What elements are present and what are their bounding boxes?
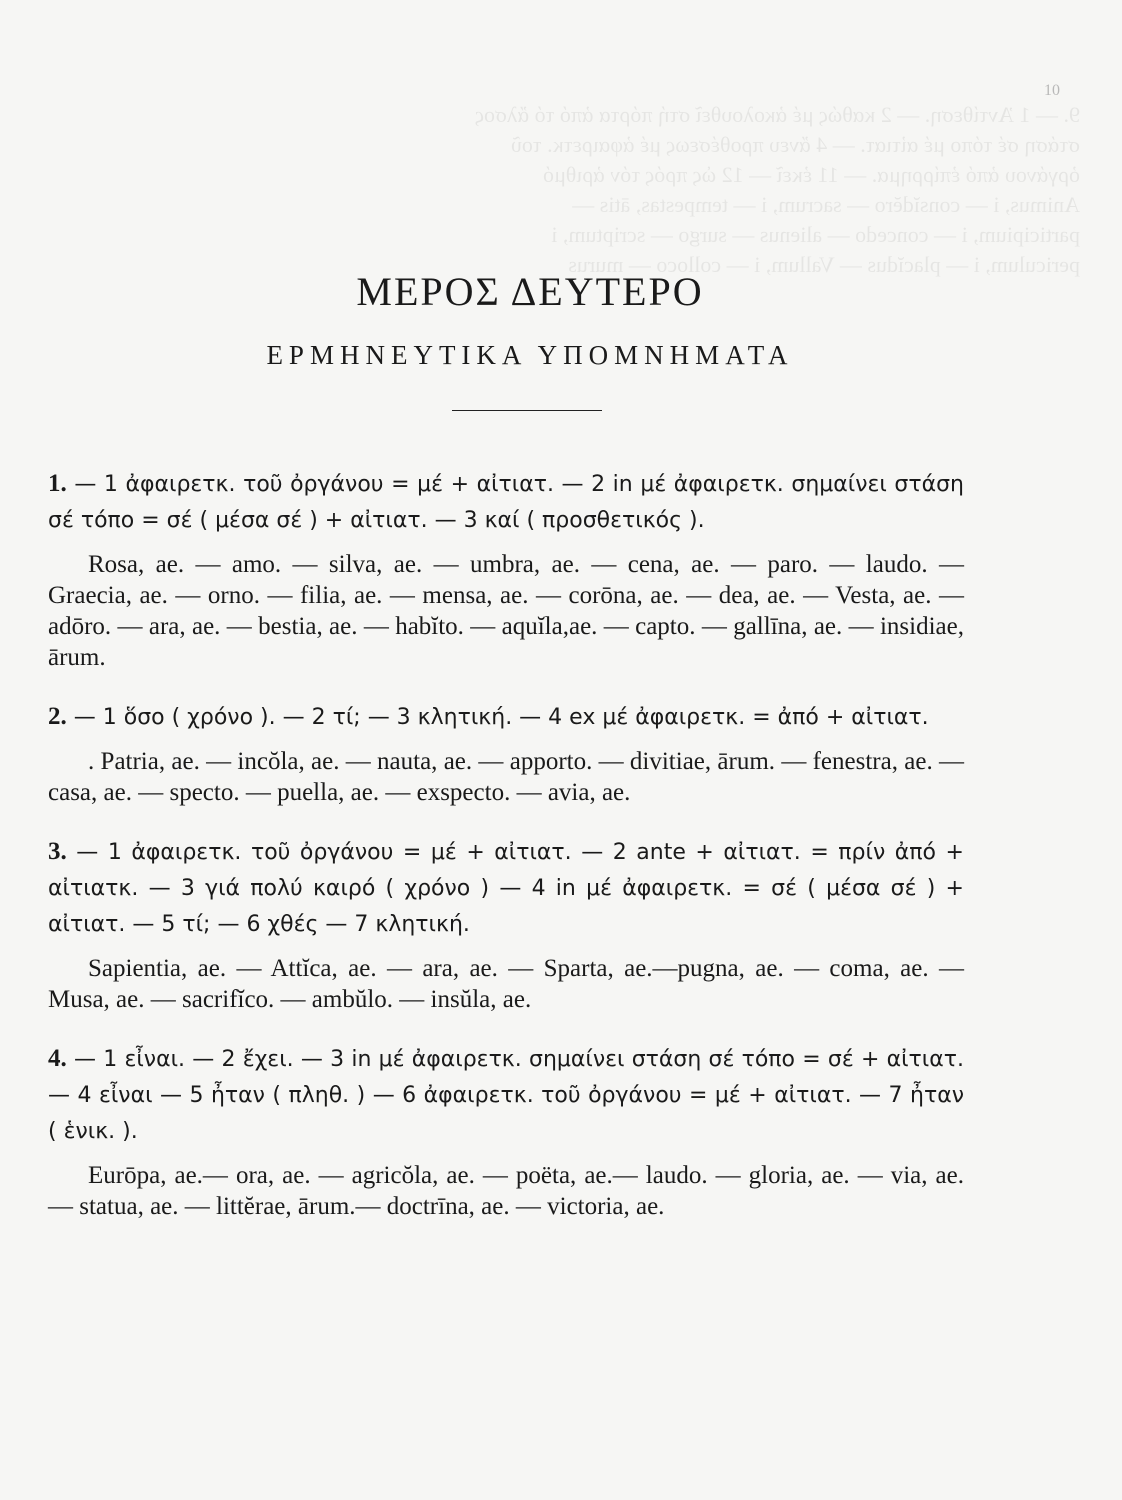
notes-text: — 1 ἀφαιρετκ. τοῦ ὀργάνου = μέ + αἰτιατ. — 2 ante + αἰτιατ. = πρίν ἀπό + αἰτιατκ. — 3 γιά πολύ καιρό ( χρόνο ) — 4 in μέ ἀφαιρετκ. = σέ ( μέσα σέ ) + αἰτιατ. — 5 τί; — 6 χθές — 7 κλητική.	[48, 840, 964, 937]
section-number: 4.	[48, 1045, 67, 1072]
part-subtitle: ΕΡΜΗΝΕΥΤΙΚΑ ΥΠΟΜΝΗΜΑΤΑ	[266, 340, 794, 370]
grammar-notes	[48, 466, 964, 539]
show-through-background: 9. — 1 Ἀντίθεση. — 2 καθώς μέ ἀκολουθεῖ στή πόρτα ἀπό τό ἄλσος στάση σέ τόπο μέ αἰτιατ. — 4 ἄνευ προθέσεως μέ ἀφαιρετκ. τοῦ ὀργάνου ἀπό ἐπίρρημα. — 11 ἐκεῖ — 12 ὡς πρός τόν ἀριθμό Animus, i — consĭdĕro — sacrum, i — tempestas, ātis — participium, i — concedo — alienus — surgo — scriptum, i periculum, i — placĭdus — Vallum, i — colloco — murus	[475, 102, 1080, 277]
vocabulary-list: . Patria, ae. — incŏla, ae. — nauta, ae. — apporto. — divitiae, ārum. — fenestra, ae. — casa, ae. — specto. — puella, ae. — exspecto. — avia, ae.	[48, 748, 964, 806]
grammar-notes	[48, 834, 964, 943]
section-2	[48, 699, 964, 808]
vocabulary-list: Eurōpa, ae.— ora, ae. — agricŏla, ae. — poëta, ae.— laudo. — gloria, ae. — via, ae. — statua, ae. — littĕrae, ārum.— doctrīna, ae. — victoria, ae.	[48, 1162, 964, 1220]
part-title: ΜΕΡΟΣ ΔΕΥΤΕΡΟ	[356, 269, 704, 314]
section-1	[48, 466, 964, 673]
grammar-notes	[48, 699, 964, 736]
section-number: 3.	[48, 838, 67, 865]
grammar-notes	[48, 1041, 964, 1150]
vocabulary-list: Sapientia, ae. — Attĭca, ae. — ara, ae. — Sparta, ae.—pugna, ae. — coma, ae. — Musa, ae. — sacrifĭco. — ambŭlo. — insŭla, ae.	[48, 955, 964, 1013]
notes-text: — 1 ἀφαιρετκ. τοῦ ὀργάνου = μέ + αἰτιατ. — 2 in μέ ἀφαιρετκ. σημαίνει στάση σέ τόπο = σέ ( μέσα σέ ) + αἰτιατ. — 3 καί ( προσθετικός ).	[48, 472, 964, 533]
vocabulary-list: Rosa, ae. — amo. — silva, ae. — umbra, ae. — cena, ae. — paro. — laudo. — Graecia, ae. — orno. — filia, ae. — mensa, ae. — corōna, ae. — dea, ae. — Vesta, ae. — adōro. — ara, ae. — bestia, ae. — habĭto. — aquĭla,ae. — capto. — gallīna, ae. — insidiae, ārum.	[48, 551, 964, 671]
section-number: 2.	[48, 703, 67, 730]
section-3	[48, 834, 964, 1015]
notes-text: — 1 εἶναι. — 2 ἔχει. — 3 in μέ ἀφαιρετκ. σημαίνει στάση σέ τόπο = σέ + αἰτιατ. — 4 εἶναι — 5 ἦταν ( πληθ. ) — 6 ἀφαιρετκ. τοῦ ὀργάνου = μέ + αἰτιατ. — 7 ἦταν ( ἑνικ. ).	[48, 1047, 964, 1144]
page-number: 10	[1044, 82, 1060, 99]
notes-text: — 1 ὅσο ( χρόνο ). — 2 τί; — 3 κλητική. — 4 ex μέ ἀφαιρετκ. = ἀπό + αἰτιατ.	[73, 705, 929, 730]
section-number: 1.	[48, 470, 67, 497]
title-rule	[452, 410, 602, 411]
commentary-body	[48, 466, 964, 1248]
section-4	[48, 1041, 964, 1222]
